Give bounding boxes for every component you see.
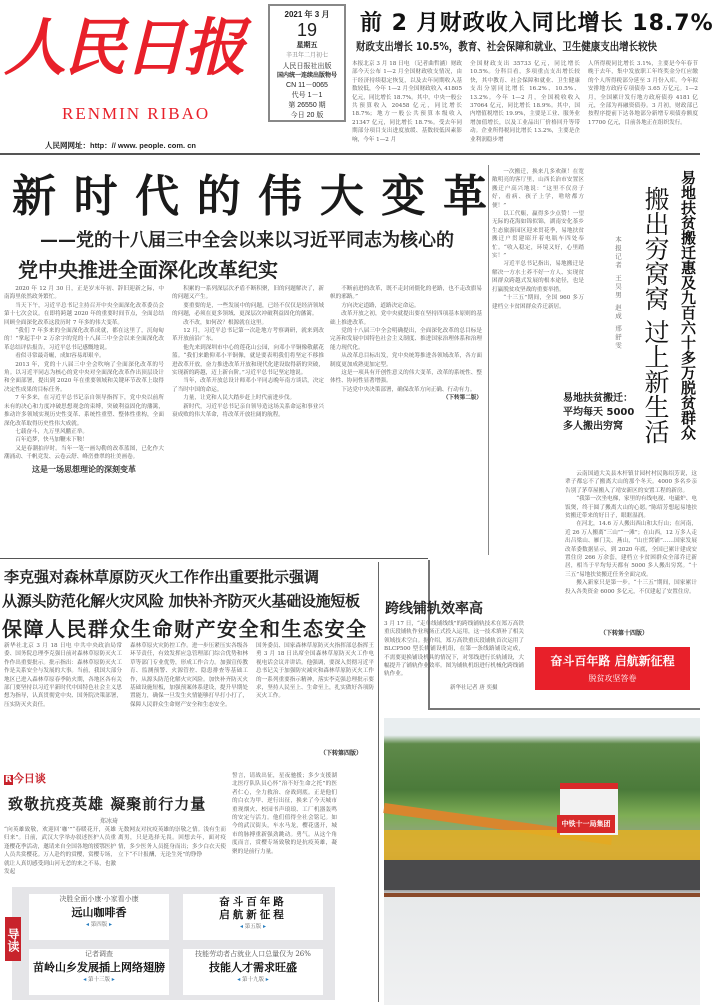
paragraph: 百年追梦，快马加鞭未下鞍！ xyxy=(15,437,88,444)
paragraph: “十三五”期间，全国 960 多万建档立卡贫困群众乔迁新居。 xyxy=(492,295,584,310)
poverty-subhead: 易地扶贫搬迁：平均每天 5000 多人搬出穷窝 xyxy=(563,393,635,432)
paragraph: 习近平总书记指出，易地搬迁是解决一方水土养不好一方人、实现贫困群众跨越式发展的根本途径，也是打赢脱贫攻坚战的重要举措。 xyxy=(492,261,584,293)
arrow-right-icon: ▸ xyxy=(109,921,113,928)
feature-col-1 xyxy=(4,285,164,553)
fire-col-2: 森林草原火灾防控工作。进一步压紧压实各级各环节责任，有效发挥应急管理部门综合优势和林草等部门专业优势，形成工作合力。加强宣传教育、监测预警、火源管控、隐患排查等基础工作，从源头防范化解火灾风险。加快补齐防灭火基础设施短板，加强预案体系建设，提升早期处置能力，确保一旦发生火情能够打早打小打了，保障人民群众生命财产安全和生态安全。 xyxy=(130,643,248,708)
paragraph: 又是春潮拍岸时。当年一笔一画勾勒的改革蓝图，已化作大潮涌动、千帆竞发、云卷云舒、峰峦叠翠的壮美画卷。 xyxy=(4,445,164,461)
photo-credit: 新华社记者 唐 奕摄 xyxy=(450,685,498,691)
commentary-author: 郑冰琦 xyxy=(100,818,119,825)
series-banner-title: 奋斗百年路 启航新征程 xyxy=(550,654,675,668)
arrow-left-icon: ◂ xyxy=(239,923,243,930)
continued-note[interactable]: （下转第二版） xyxy=(442,395,482,402)
guide-page-text: 第五版 xyxy=(244,924,262,930)
commentary-col-2: 无数网友对抗疫英雄的崇敬之情。浅有生而离男，只是选择无畏。回想去年，面对疫情，多少医务人员挺身而出；多少白衣天使立下“不计报酬，无论生死”的铮铮 xyxy=(118,827,226,859)
guide-item[interactable] xyxy=(29,894,169,940)
guide-item[interactable] xyxy=(183,949,323,995)
paragraph: 改革开放之初，党中央就提出要在坚持四项基本原则的基础上推进改革。 xyxy=(330,311,482,326)
paragraph: 从改革总目标出发，党中央统筹推进各领域改革，各方面制度更加成熟更加定型。 xyxy=(330,353,482,368)
guide-page xyxy=(183,975,323,983)
website-address[interactable]: 人民网网址：http：// www. people. com. cn xyxy=(45,141,196,150)
rail-headline: 跨线铺轨效率高 xyxy=(385,601,483,617)
paragraph: “我们 7 年多来的全面深化改革成就，都在这里了，沉甸甸的！”掌起手中 2 万余字的党的十八届三中全会以来全面深化改革总结评估报告，习近平总书记感慨地说。 xyxy=(4,328,164,351)
guide-page-text: 第十三版 xyxy=(87,977,110,983)
poverty-kicker: 易地扶贫搬迁惠及九百六十多万脱贫群众 xyxy=(679,170,697,440)
commentary-headline: 致敬抗疫英雄 凝聚前行力量 xyxy=(8,795,207,813)
headline-char: 的 xyxy=(196,171,241,222)
poverty-text-1 xyxy=(492,168,584,378)
arrow-left-icon: ◂ xyxy=(237,976,241,983)
feature-subtitle-2: 党中央推进全面深化改革纪实 xyxy=(18,258,278,282)
guide-title: 远山咖啡香 xyxy=(71,906,127,919)
top-story-col-2: 全国财政支出 35733 亿元，同比增长 10.5%。分科目看，多项重点支出增长较快，其中教育、社会保障和就业、卫生健康支出分别同比增长 16.2%、10.5%、13.2%。今年 1—2 月，全国税收收入 37064 亿元，同比增长 18.9%。其中，国内增值税增长 19.9%，主要是工业、服务业增加值增长，以及工业品出厂价格回升等带动。企业所得税同比增长 13.2%，主要是企业利润稳步增 xyxy=(470,61,580,143)
paragraph: 2013 年，党的十八届三中全会吹响了全面深化改革的号角。以习近平同志为核心的党中央对全面深化改革作出顶层设计和全面部署，提出到 2020 年在重要领域和关键环节改革上取得决定性成果的目标任务。 xyxy=(4,361,164,393)
code-number: 代号 1－1 xyxy=(291,92,323,99)
paragraph: 当天下午，习近平总书记主持召开中央全面深化改革委员会第十七次会议。在即将跨越 2020 年的重要时间节点，全面总结回顾全面深化改革这段历时 7 年多的伟大变革。 xyxy=(4,302,164,326)
publisher: 人民日报社出版 xyxy=(282,62,332,70)
fire-col-3: 国务委员、国家森林草原防灭火指挥部总指挥王勇 3 月 18 日出席全国森林草原防灭火工作电视电话会议并讲话。他强调，要深入贯彻习近平总书记关于加强防灾减灾和森林草原防灭火工作的一系列重要指示精神，落实李克强总理批示要求，坚持人民至上、生命至上，扎实做好各项防灭火工作。 xyxy=(256,643,374,700)
issn-label: 国内统一连续出版物号 xyxy=(276,73,337,79)
series-banner-subtitle: 脱贫攻坚答卷 xyxy=(588,674,637,683)
headline-char: 新 xyxy=(12,171,56,222)
guide-label: 导读 xyxy=(5,917,21,961)
paragraph: 这是一项具有开创性意义的伟大变革，改革的系统性、整体性、协同性显著增强。 xyxy=(330,370,482,385)
guide-page xyxy=(29,920,169,928)
feature-section-subhead: 这是一场思想理论的深刻变革 xyxy=(32,463,136,474)
paragraph: 2020 年 12 月 30 日，正是岁末年初、辞旧迎新之际，中南海里依然政务繁忙。 xyxy=(4,286,164,301)
paragraph: 下达党中央决策部署，确保改革方向正确、行动有力。 xyxy=(341,386,476,393)
rail-track xyxy=(384,893,700,897)
fire-col-1: 新华社北京 3 月 18 日电 中共中央政治局常委、国务院总理李克强日前对森林草原防灭火工作作出重要批示。批示指出：森林草原防灭火工作是关系安全与发展的大事。当前，我国大部分地区已进入森林草原春季防火期，各地区各有关部门要坚持以习近平新时代中国特色社会主义思想为指导，认真贯彻党中央、国务院决策部署，压实防灭火责任。 xyxy=(4,643,122,708)
headline-char: 伟 xyxy=(258,171,303,222)
poverty-text-2 xyxy=(565,470,697,595)
feature-headline xyxy=(12,160,487,224)
paragraph: 不断前进的改革，既不走封闭僵化的老路，也不走改旗易帜的邪路。” xyxy=(330,286,482,301)
arrow-left-icon: ◂ xyxy=(85,921,89,928)
paragraph: 云南国通大关县木杆镇甘园村村民陈绍芳说，这辈子都忘不了搬离大山的那个冬天。4000 多名乡亲告别了茅草屋搬入了靖安新区的安置工程的新房。 xyxy=(565,471,697,494)
guide-panel xyxy=(12,887,335,1000)
paragraph: 他先来到深圳市中心的莲花山公园，向邓小平铜像敬献花篮。“我们来瞻仰邓小平铜像，就是要表明我们将坚定不移推进改革开放，奋力推进改革开放和现代化建设取得新的突破，实现新的跨越，迈上新台阶。”习近平总书记坚定地说。 xyxy=(172,344,324,377)
rail-caption: 3 月 17 日，“走单线铺线线”的跨线铺轨技术在郑万高铁重庆段铺轨作业现场正式投入运用，这一技术填补了相关领域技术空白。据介绍，郑万高铁重庆段铺轨首次运用了 BLCP500 型长轨铺设机组，在第一条线路铺设完成，不需要更换铺设机具的情况下，对邻线进行长轨铺设，大幅提升了铺轨作业效率。图为铺轨机组进行机械化跨线铺轨作业。 xyxy=(384,621,524,678)
guide-title: 苗岭山乡发展插上网络翅膀 xyxy=(33,961,165,974)
commentary-label-text: 今日谈 xyxy=(12,772,46,785)
headline-char: 革 xyxy=(442,171,487,222)
feature-col-3 xyxy=(330,285,482,553)
guide-title: 奋斗百年路 启航新征程 xyxy=(219,896,287,921)
headline-char: 变 xyxy=(381,171,426,222)
date-lunar: 辛丑年二月初七 xyxy=(285,53,328,59)
machine-sign: 中铁十一局集团 xyxy=(557,815,615,833)
guide-kicker: 记者调查 xyxy=(85,950,113,958)
column-divider xyxy=(488,165,489,555)
feature-col-2 xyxy=(172,285,324,553)
paragraph: 以工代赈，赢得多少点赞！一望无际的花海如锦似锦，湖南安化茶乡生态旅游园区迎来贯花季，易地扶贫搬迁户贯建昭开着电瓶车四处奉忙。“收入稳定，环境又好，心里踏实！” xyxy=(492,211,584,260)
paragraph: 7 年多来，在习近平总书记亲自领导指挥下，党中央以前所未有的决心和力度冲破思想观念的束缚，突破利益固化的藩篱，推动许多领域实现历史性变革、系统性重塑、整体性重构，全面深化改革取得历史性伟大成就。 xyxy=(4,395,164,427)
poverty-headline: 搬出穷窝窝 过上新生活 xyxy=(641,186,670,444)
arrow-right-icon: ▸ xyxy=(263,923,267,930)
paragraph: 要重要的是，一些发展中的问题，已经不仅仅是经济领域的问题，必须在更多领域、更深层次冲破利益固化的藩篱。 xyxy=(172,302,324,318)
guide-kicker: 决胜全面小康·小家看小康 xyxy=(59,895,139,903)
poverty-continued[interactable]: （下转第十四版） xyxy=(600,630,649,637)
paragraph: 在河北，14.6 万人搬出西山和太行山；在河南，近 26 万人搬离“三山”“一滩”；在山西，12 万多人走出吕梁山、雁门关、燕山，“山庄窝铺”……国家发展改革委数据显示，到 2020 年底，全国已累计建成安置住房 266 万余套，建档立卡贫困群众全部乔迁新居，相当于平均每天都有 5000 多人搬出穷窝。“十三五”易地扶贫搬迁任务全面完成。 xyxy=(565,521,697,578)
paragraph: 力量，让党和人民大踏步赶上时代前进步伐。 xyxy=(183,395,296,402)
column-divider xyxy=(378,562,379,1002)
guide-page xyxy=(183,922,323,930)
cn-number: CN 11－0065 xyxy=(286,82,328,89)
top-story-col-1: 本报北京 3 月 18 日电 （记者曲哲涵）财政部今天公布 1—2 月全国财政收支情况，由于经济持续稳定恢复，以及去年同期收入基数较低，今年 1—2 月全国财政收入 41805 亿元，同比增长 18.7%。其中，中央一般公共预算收入 20458 亿元，同比增长 18.7%；地方一般公共预算本级收入 21347 亿元，同比增长 18.7%。受去年同期部分项目支出进度放缓、基数较低因素影响，今年 1—2 月 xyxy=(352,61,462,143)
series-banner[interactable] xyxy=(535,647,690,690)
paragraph: 一次搬迁，换来几多欢颜！在宽敞明亮的客厅里，山西长治市安置区搬迁户高兴地说：“这里不仅房子好，看病、孩子上学，啥啥都方便！” xyxy=(492,169,584,209)
arrow-right-icon: ▸ xyxy=(111,976,115,983)
top-story-headline: 前 2 月财政收入同比增长 18.7% xyxy=(360,11,714,36)
track-machine xyxy=(384,830,700,860)
newspaper-logo: 人民日报 xyxy=(4,11,245,84)
headline-char: 时 xyxy=(73,171,118,222)
page-count: 今日 20 版 xyxy=(290,112,324,119)
arrow-left-icon: ◂ xyxy=(83,976,87,983)
guide-page-text: 第四版 xyxy=(90,922,108,928)
top-story-subhead: 财政支出增长 10.5%，教育、社会保障和就业、卫生健康支出增长较快 xyxy=(356,40,657,53)
poverty-byline: 本报记者 王昊男 赵成 邢舒雯 xyxy=(614,236,622,351)
commentary-col-1: “向英雄致敬，欢迎回‘咖’”“春暖花开，英雄归来”。日前，武汉大学举办叙述医护人员重逢樱花季活动，邀请来自全国各地的援鄂医护人员共赏樱花。万人赴约的赏樱，赏樱专场，就让人真切感受到山河无恙的来之不易，也激发起 xyxy=(4,827,116,876)
commentary-col-3: 誓言，请战出征，星夜驰援；多少支援湖北医疗队队员心怀“治不好生命之托”的医者仁心，全力救治、奋战到底。正是他们的白衣为甲、逆行出征，换来了今天城市重现烟火、校园书声琅琅、工厂机器轰鸣的安定与活力。他们值得全社会铭记。如今的武汉街头，车水马龙，樱花盛开，城市的脉搏重新强劲跳动。勇气。从这个角度而言，赏樱专场致敬的是抗疫英雄，凝聚的是前行力量。 xyxy=(232,773,337,855)
paragraph: 积累的一系列深层次矛盾不断积聚，旧的问题解决了，新的问题又产生。 xyxy=(172,286,324,301)
guide-page-text: 第十九版 xyxy=(241,977,264,983)
section-rule xyxy=(0,558,428,559)
commentary-label xyxy=(4,770,46,786)
r-logo-icon: R xyxy=(5,775,12,785)
date-weekday: 星期五 xyxy=(296,42,318,49)
feature-subtitle-1: ——党的十八届三中全会以来以习近平同志为核心的 xyxy=(40,230,454,251)
paragraph: 12 月，习近平总书记第一次赴地方考察调研，就来到改革开放前沿广东。 xyxy=(172,328,324,343)
fire-kicker: 李克强对森林草原防灭火工作作出重要批示强调 xyxy=(4,568,320,586)
fire-headline-1: 从源头防范化解火灾风险 加快补齐防灭火基础设施短板 xyxy=(2,592,360,610)
headline-char: 代 xyxy=(135,171,180,222)
newspaper-logo-english: RENMIN RIBAO xyxy=(62,104,211,123)
date-box xyxy=(268,4,346,122)
issue-number: 第 26550 期 xyxy=(288,102,326,109)
paragraph: 当年，改革开放总设计师邓小平同志晚年南方谈话，决定了当时中国的命运。 xyxy=(172,378,324,393)
guide-title: 技能人才需求旺盛 xyxy=(209,961,297,974)
fire-headline-2: 保障人民群众生命财产安全和生态安全 xyxy=(2,617,368,641)
paragraph: 看似寻常最奇崛，成如容易却艰辛。 xyxy=(15,353,105,360)
guide-item[interactable] xyxy=(183,894,323,940)
date-yearmonth: 2021 年 3 月 xyxy=(284,10,330,19)
arrow-right-icon: ▸ xyxy=(265,976,269,983)
guide-page xyxy=(29,975,169,983)
date-day: 19 xyxy=(296,20,318,40)
top-story-col-3: 人所得税同比增长 3.1%，主要是今年春节晚于去年，集中发放职工年终奖金分红应缴的个人所得税部分延至 3 月份入库。今年拟安排地方政府专项债券 3.65 万亿元。1—2 月，全国累计发行地方政府债券 4181 亿元，全部为再融资债券。3 月初，财政部已按程序提前下达各地部分新增专项债券额度 17700 亿元，目前各地正在组织发行。 xyxy=(588,61,698,126)
masthead-rule xyxy=(0,153,700,155)
fire-continued[interactable]: （下转第四版） xyxy=(320,750,363,757)
rail-photo xyxy=(384,718,700,1005)
railcars xyxy=(384,860,700,890)
paragraph: 方向决定道路，道路决定命运。 xyxy=(341,302,420,309)
guide-kicker: 技能劳动者占就业人口总量仅为 26% xyxy=(195,950,311,958)
headline-char: 大 xyxy=(319,171,364,222)
paragraph: 改不改，如何改？根源就在这里。 xyxy=(183,319,268,326)
paragraph: “我第一次坐电梯，家里的有线电视、电磁炉、电饭煲，终于圆了搬离大山的心愿。”陈绍芳想起易地扶贫搬迁带来的好日子，眼眶湿润。 xyxy=(565,496,697,520)
paragraph: 搬入新家只是第一步。“十三五”期间，国家累计投入各类资金 6000 多亿元，不仅建起了安置住房。 xyxy=(565,580,697,595)
paragraph: 党的十八届三中全会明确提出，全面深化改革的总目标是完善和发展中国特色社会主义制度、推进国家治理体系和治理能力现代化。 xyxy=(330,328,482,351)
paragraph: 新时代，习近平总书记亲自领导造这场关系命运和事业兴衰成败的伟大革命，将改革开放壮阔的航程。 xyxy=(172,403,324,419)
paragraph: 七载奋斗，九万里风鹏正举。 xyxy=(15,428,88,435)
guide-item[interactable] xyxy=(29,949,169,995)
